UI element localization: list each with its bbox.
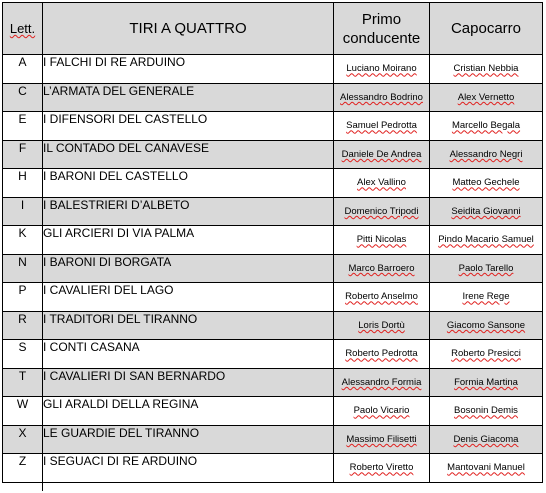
cell-team [43,311,334,340]
cell-team-text: LE GUARDIE DEL TIRANNO [43,425,200,440]
cell-lett [3,169,43,198]
cell-primo-conducente [334,140,430,169]
cell-capocarro [430,197,543,226]
header-lett: Lett. [3,3,43,55]
cell-lett [3,254,43,283]
cell-team-text: GLI ARCIERI DI VIA PALMA [43,226,195,240]
cell-primo-conducente [334,197,430,226]
cell-team-text: I FALCHI DI RE ARDUINO [43,55,186,69]
cell-team [43,454,334,483]
table-row [3,169,543,198]
cell-capocarro-text: Mantovani Manuel [447,462,525,474]
cell-capocarro-text: Marcello Begala [451,120,521,132]
cell-team [43,55,334,84]
cell-lett-text: E [18,112,27,126]
cell-lett-text: P [18,283,27,297]
cell-capocarro-text: Seidita Giovanni [451,205,521,217]
cell-team [43,254,334,283]
cell-team [43,140,334,169]
cell-primo-conducente [334,425,430,454]
cell-primo-conducente-text: Alessandro Bodrino [340,91,423,103]
cell-capocarro [430,83,543,112]
cell-primo-conducente [334,454,430,483]
cell-capocarro-text: Alessandro Negri [449,148,523,160]
cell-lett [3,112,43,141]
cell-primo-conducente [334,311,430,340]
table-stub-line [42,483,43,491]
cell-team-text: IL CONTADO DEL CANAVESE [43,140,210,155]
cell-team-text: I DIFENSORI DEL CASTELLO [43,112,208,126]
cell-lett [3,425,43,454]
cell-team-text: I CAVALIERI DEL LAGO [43,283,174,297]
cell-lett [3,311,43,340]
cell-primo-conducente-text: Domenico Tripodi [344,205,419,217]
cell-capocarro [430,425,543,454]
header-primo-conducente: Primo conducente [334,3,430,55]
cell-capocarro-text: Giacomo Sansone [446,319,526,331]
cell-primo-conducente [334,83,430,112]
cell-team [43,397,334,426]
table-row [3,368,543,397]
cell-lett-text: W [16,397,29,411]
header-capocarro: Capocarro [430,3,543,55]
cell-capocarro [430,140,543,169]
cell-lett [3,283,43,312]
cell-capocarro-text: Cristian Nebbia [453,63,519,75]
table-row [3,140,543,169]
cell-lett [3,368,43,397]
cell-primo-conducente [334,226,430,255]
table-row [3,425,543,454]
cell-capocarro [430,397,543,426]
cell-lett-text: R [18,311,27,326]
table-row [3,340,543,369]
cell-lett-text: T [18,368,27,383]
cell-team-text: I SEGUACI DI RE ARDUINO [43,454,198,468]
cell-team-text: GLI ARALDI DELLA REGINA [43,397,199,411]
table-row [3,454,543,483]
cell-team-text: I BARONI DEL CASTELLO [43,169,188,183]
cell-capocarro-text: Alex Vernetto [457,91,515,103]
cell-lett-text: K [18,226,27,240]
cell-lett [3,397,43,426]
cell-capocarro-text: Irene Rege [462,291,510,303]
cell-team [43,283,334,312]
table-row [3,55,543,84]
cell-capocarro [430,311,543,340]
cell-team-text: I BALESTRIERI D’ALBETO [43,197,190,212]
cell-lett-text: X [18,425,27,440]
header-tiri: TIRI A QUATTRO [43,3,334,55]
cell-primo-conducente [334,112,430,141]
cell-capocarro [430,368,543,397]
cell-team [43,112,334,141]
cell-team [43,169,334,198]
cell-lett-text: F [18,140,27,155]
cell-lett [3,83,43,112]
cell-capocarro [430,254,543,283]
cell-lett-text: S [18,340,27,354]
cell-team-text: L’ARMATA DEL GENERALE [43,83,195,98]
cell-lett [3,55,43,84]
cell-capocarro-text: Roberto Presicci [451,348,521,360]
cell-primo-conducente-text: Daniele De Andrea [341,148,422,160]
cell-primo-conducente [334,368,430,397]
table-row [3,197,543,226]
cell-primo-conducente-text: Alex Vallino [357,177,406,189]
cell-primo-conducente [334,283,430,312]
cell-team-text: I CAVALIERI DI SAN BERNARDO [43,368,226,383]
cell-team-text: I BARONI DI BORGATA [43,254,172,269]
table-row [3,83,543,112]
cell-capocarro-text: Formia Martina [454,376,518,388]
cell-team [43,83,334,112]
teams-table [2,2,543,483]
cell-capocarro [430,169,543,198]
cell-primo-conducente-text: Alessandro Formia [341,376,422,388]
cell-team [43,226,334,255]
cell-lett-text: N [18,254,27,269]
cell-capocarro-text: Bosonin Demis [454,405,518,417]
cell-capocarro [430,55,543,84]
table-row [3,397,543,426]
cell-team [43,425,334,454]
cell-team [43,340,334,369]
cell-lett [3,140,43,169]
table-body [3,55,543,483]
cell-primo-conducente-text: Marco Barroero [348,262,415,274]
header-row [3,3,543,55]
cell-team-text: I TRADITORI DEL TIRANNO [43,311,198,326]
cell-primo-conducente [334,340,430,369]
cell-lett [3,226,43,255]
cell-lett-text: C [18,83,27,98]
cell-lett [3,340,43,369]
cell-capocarro-text: Matteo Gechele [452,177,520,189]
cell-capocarro [430,283,543,312]
table-row [3,254,543,283]
table-row [3,226,543,255]
cell-primo-conducente [334,169,430,198]
cell-lett-text: Z [18,454,27,468]
cell-capocarro [430,226,543,255]
cell-capocarro [430,112,543,141]
table-row [3,112,543,141]
cell-lett [3,197,43,226]
cell-lett-text: I [20,197,25,212]
cell-primo-conducente [334,254,430,283]
cell-primo-conducente [334,397,430,426]
cell-capocarro [430,340,543,369]
cell-lett [3,454,43,483]
cell-capocarro-text: Denis Giacoma [453,433,519,445]
cell-primo-conducente-text: Massimo Filisetti [346,433,417,445]
cell-capocarro [430,454,543,483]
cell-primo-conducente [334,55,430,84]
cell-primo-conducente-text: Roberto Anselmo [345,291,418,303]
cell-lett-text: A [18,55,27,69]
cell-team [43,197,334,226]
cell-primo-conducente-text: Luciano Moirano [346,63,417,75]
table-row [3,283,543,312]
cell-primo-conducente-text: Pitti Nicolas [356,234,407,246]
table-row [3,311,543,340]
cell-capocarro-text: Paolo Tarello [458,262,514,274]
cell-team [43,368,334,397]
cell-primo-conducente-text: Roberto Viretto [349,462,414,474]
cell-capocarro-text: Pindo Macario Samuel [438,234,534,246]
cell-lett-text: H [18,169,27,183]
cell-primo-conducente-text: Paolo Vicario [353,405,410,417]
cell-primo-conducente-text: Samuel Pedrotta [346,120,417,132]
cell-primo-conducente-text: Roberto Pedrotta [345,348,418,360]
cell-team-text: I CONTI CASANA [43,340,140,354]
cell-primo-conducente-text: Loris Dortù [358,319,405,331]
